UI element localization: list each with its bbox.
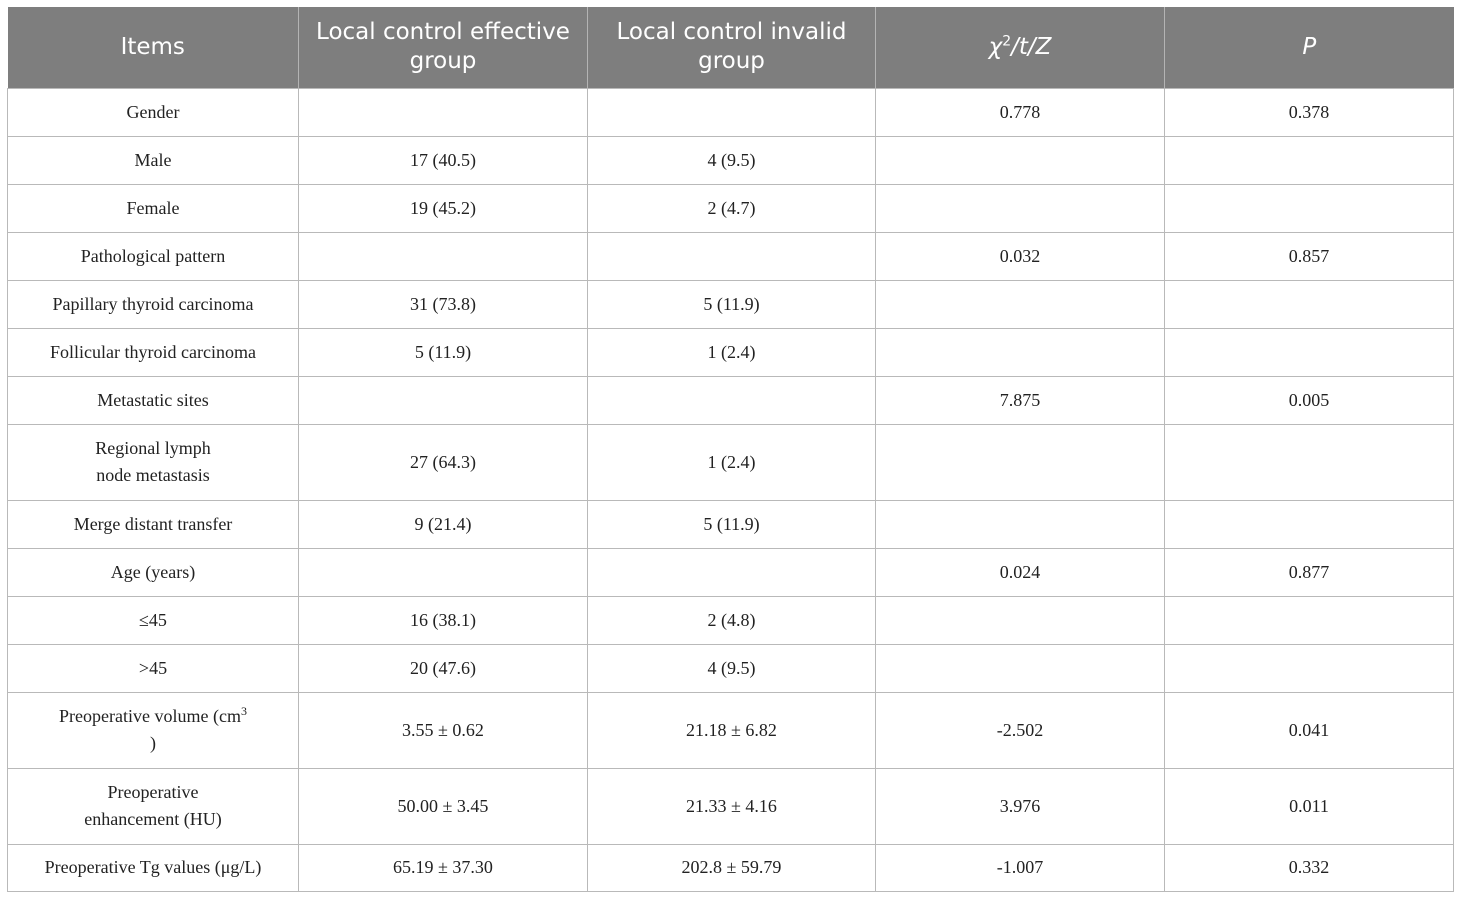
cell-statistic: 0.778 [876, 88, 1165, 136]
cell-p-value: 0.378 [1165, 88, 1454, 136]
header-statistic-chi: χ [988, 33, 1003, 60]
cell-statistic: -2.502 [876, 692, 1165, 768]
table-body [8, 88, 1454, 891]
cell-item: Pathological pattern [8, 232, 299, 280]
cell-invalid: 4 (9.5) [588, 644, 876, 692]
table-row [8, 692, 1454, 768]
cell-p-value [1165, 500, 1454, 548]
cell-statistic [876, 644, 1165, 692]
header-row [8, 7, 1454, 88]
cell-effective: 19 (45.2) [299, 184, 588, 232]
cell-p-value: 0.877 [1165, 548, 1454, 596]
header-statistic-sup: 2 [1002, 33, 1012, 50]
cell-invalid: 5 (11.9) [588, 280, 876, 328]
data-table [7, 7, 1454, 892]
cell-p-value [1165, 184, 1454, 232]
cell-item [8, 692, 299, 768]
cell-effective: 20 (47.6) [299, 644, 588, 692]
cell-p-value [1165, 280, 1454, 328]
cell-invalid: 202.8 ± 59.79 [588, 844, 876, 891]
table-row [8, 500, 1454, 548]
cell-invalid: 4 (9.5) [588, 136, 876, 184]
cell-p-value: 0.857 [1165, 232, 1454, 280]
cell-effective [299, 88, 588, 136]
cell-statistic: -1.007 [876, 844, 1165, 891]
cell-effective [299, 232, 588, 280]
cell-statistic: 7.875 [876, 376, 1165, 424]
cell-statistic: 3.976 [876, 768, 1165, 844]
header-items: Items [8, 7, 299, 88]
cell-statistic [876, 136, 1165, 184]
cell-item: Follicular thyroid carcinoma [8, 328, 299, 376]
table-header [8, 7, 1454, 88]
cell-item: Gender [8, 88, 299, 136]
cell-statistic [876, 280, 1165, 328]
cell-effective: 27 (64.3) [299, 424, 588, 500]
cell-item: Male [8, 136, 299, 184]
cell-item-line2: enhancement (HU) [84, 809, 222, 829]
cell-item: Metastatic sites [8, 376, 299, 424]
cell-effective: 17 (40.5) [299, 136, 588, 184]
cell-effective [299, 548, 588, 596]
cell-effective: 9 (21.4) [299, 500, 588, 548]
table-row [8, 136, 1454, 184]
cell-p-value [1165, 328, 1454, 376]
cell-effective: 65.19 ± 37.30 [299, 844, 588, 891]
table-row [8, 328, 1454, 376]
cell-effective: 3.55 ± 0.62 [299, 692, 588, 768]
cell-statistic [876, 424, 1165, 500]
cell-item: Preoperative Tg values (μg/L) [8, 844, 299, 891]
cell-statistic [876, 184, 1165, 232]
cell-statistic [876, 596, 1165, 644]
header-statistic [876, 7, 1165, 88]
table-row [8, 424, 1454, 500]
header-p-value [1165, 7, 1454, 88]
table-row [8, 644, 1454, 692]
cell-item: Age (years) [8, 548, 299, 596]
cell-invalid: 21.33 ± 4.16 [588, 768, 876, 844]
cell-invalid: 5 (11.9) [588, 500, 876, 548]
cell-invalid [588, 88, 876, 136]
cell-item-line2: node metastasis [96, 465, 210, 485]
cell-effective: 5 (11.9) [299, 328, 588, 376]
cell-p-value: 0.005 [1165, 376, 1454, 424]
cell-statistic [876, 328, 1165, 376]
cell-statistic [876, 500, 1165, 548]
cell-invalid [588, 376, 876, 424]
cell-effective: 50.00 ± 3.45 [299, 768, 588, 844]
cell-effective: 16 (38.1) [299, 596, 588, 644]
table-row [8, 280, 1454, 328]
cell-item: Female [8, 184, 299, 232]
cell-item: >45 [8, 644, 299, 692]
cell-invalid [588, 548, 876, 596]
table-row [8, 88, 1454, 136]
cell-statistic: 0.032 [876, 232, 1165, 280]
cell-invalid: 2 (4.8) [588, 596, 876, 644]
cell-p-value [1165, 644, 1454, 692]
cell-invalid: 1 (2.4) [588, 328, 876, 376]
cell-item: Papillary thyroid carcinoma [8, 280, 299, 328]
table-row [8, 844, 1454, 891]
table-row [8, 184, 1454, 232]
cell-effective [299, 376, 588, 424]
cell-effective: 31 (73.8) [299, 280, 588, 328]
cell-item [8, 424, 299, 500]
cell-p-value [1165, 424, 1454, 500]
table-row [8, 232, 1454, 280]
table-row [8, 376, 1454, 424]
cell-item-line1: Preoperative volume (cm [59, 706, 241, 726]
cell-p-value: 0.011 [1165, 768, 1454, 844]
header-statistic-rest: /t/Z [1011, 33, 1052, 60]
cell-statistic: 0.024 [876, 548, 1165, 596]
cell-invalid: 1 (2.4) [588, 424, 876, 500]
header-invalid-group: Local control invalid group [588, 7, 876, 88]
table-row [8, 548, 1454, 596]
cell-p-value: 0.041 [1165, 692, 1454, 768]
cell-item-line2: ) [150, 733, 156, 753]
cell-invalid: 2 (4.7) [588, 184, 876, 232]
header-p-label: P [1302, 33, 1317, 60]
table-row [8, 768, 1454, 844]
cell-p-value: 0.332 [1165, 844, 1454, 891]
cell-invalid: 21.18 ± 6.82 [588, 692, 876, 768]
cell-p-value [1165, 136, 1454, 184]
header-effective-group: Local control effective group [299, 7, 588, 88]
cell-item-line1: Preoperative [107, 782, 199, 802]
cell-item-line1: Regional lymph [95, 438, 211, 458]
cell-invalid [588, 232, 876, 280]
table-row [8, 596, 1454, 644]
cell-item: Merge distant transfer [8, 500, 299, 548]
cell-p-value [1165, 596, 1454, 644]
cell-item [8, 768, 299, 844]
cell-item: ≤45 [8, 596, 299, 644]
cell-item-superscript: 3 [240, 704, 247, 718]
